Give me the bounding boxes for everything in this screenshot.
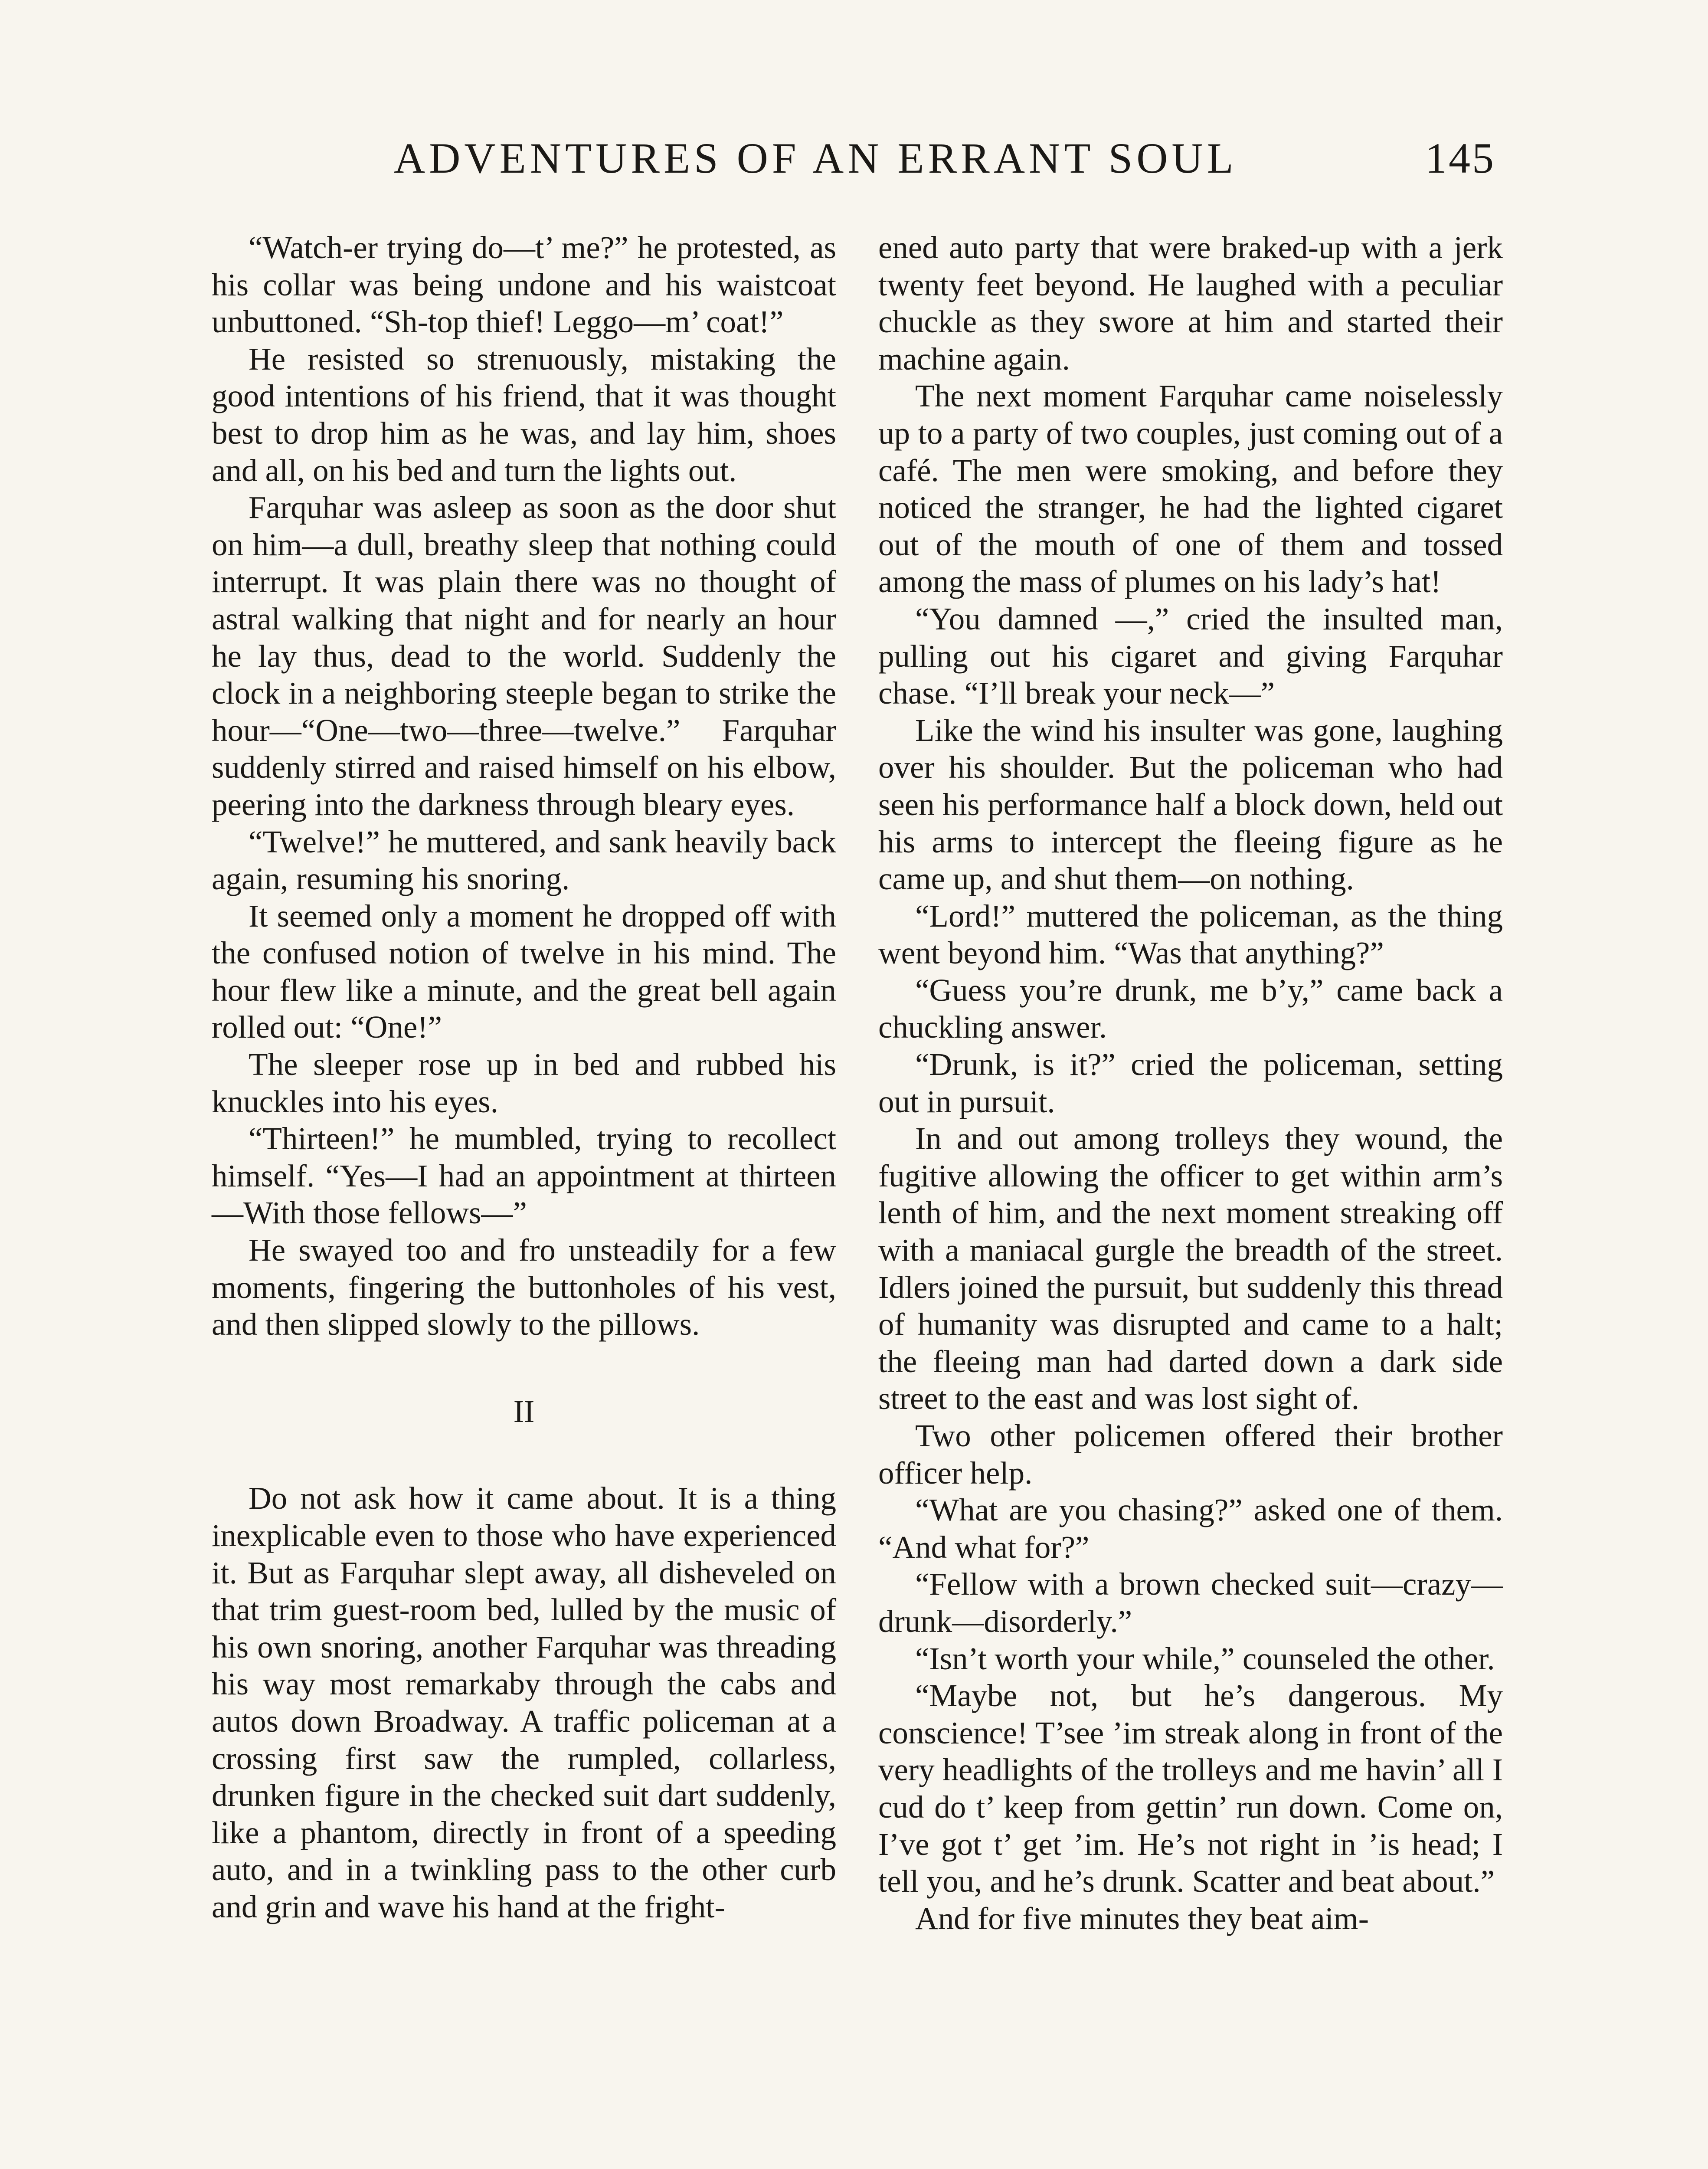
- paragraph: “Fellow with a brown checked suit—crazy—drunk—disorderly.”: [878, 1566, 1503, 1639]
- paragraph: “You damned —,” cried the insulted man, pulling out his cigaret and giving Farquhar chase. “I’ll break your neck—”: [878, 601, 1503, 711]
- paragraph: Like the wind his insulter was gone, laughing over his shoulder. But the policeman who had seen his performance half a block down, held out his arms to intercept the fleeing figure as he came up, and shut them—on nothing.: [878, 712, 1503, 897]
- paragraph: “Lord!” muttered the policeman, as the thing went beyond him. “Was that anything?”: [878, 898, 1503, 971]
- paragraph: “Maybe not, but he’s dangerous. My conscience! T’see ’im streak along in front of the very headlights of the trolleys and me havin’ all I cud do t’ keep from gettin’ run down. Come on, I’ve got t’ get ’im. He’s not right in ’is head; I tell you, and he’s drunk. Scatter and beat about.”: [878, 1678, 1503, 1899]
- page-number: 145: [1425, 134, 1495, 182]
- paragraph: Do not ask how it came about. It is a thing inexplicable even to those who have experienced it. But as Farquhar slept away, all disheveled on that trim guest-room bed, lulled by the music of his own snoring, another Farquhar was threading his way most remarkaby through the cabs and autos down Broadway. A traffic policeman at a crossing first saw the rumpled, collarless, drunken figure in the checked suit dart suddenly, like a phantom, directly in front of a speeding auto, and in a twinkling pass to the other curb and grin and wave his hand at the fright-: [212, 1481, 836, 1924]
- paragraph: It seemed only a moment he dropped off with the confused notion of twelve in his mind. The hour flew like a minute, and the great bell again rolled out: “One!”: [212, 898, 836, 1045]
- left-column: [212, 229, 836, 1926]
- running-title: ADVENTURES OF AN ERRANT SOUL: [394, 134, 1237, 182]
- paragraph: He resisted so strenuously, mistaking the good intentions of his friend, that it was thought best to drop him as he was, and lay him, shoes and all, on his bed and turn the lights out.: [212, 341, 836, 488]
- paragraph-continuation: ened auto party that were braked-up with a jerk twenty feet beyond. He laughed with a peculiar chuckle as they swore at him and started their machine again.: [878, 230, 1503, 377]
- paragraph: “Isn’t worth your while,” counseled the other.: [915, 1641, 1495, 1676]
- paragraph: “Twelve!” he muttered, and sank heavily back again, resuming his snoring.: [212, 824, 836, 897]
- paragraph: The sleeper rose up in bed and rubbed his knuckles into his eyes.: [212, 1047, 836, 1119]
- paragraph: He swayed too and fro unsteadily for a few moments, fingering the buttonholes of his vest, and then slipped slowly to the pillows.: [212, 1232, 836, 1342]
- paragraph: “Guess you’re drunk, me b’y,” came back a chuckling answer.: [878, 972, 1503, 1045]
- paragraph: “What are you chasing?” asked one of them. “And what for?”: [878, 1492, 1503, 1565]
- section-spacer: [212, 1343, 836, 1393]
- paragraph: In and out among trolleys they wound, the fugitive allowing the officer to get within arm’s lenth of him, and the next moment streaking off with a maniacal gurgle the breadth of the street. Idlers joined the pursuit, but suddenly this thread of humanity was disrupted and came to a halt; the fleeing man had darted down a dark side street to the east and was lost sight of.: [878, 1121, 1503, 1416]
- paragraph: “Watch-er trying do—t’ me?” he protested, as his collar was being undone and his waistcoat unbuttoned. “Sh-top thief! Leggo—m’ coat!”: [212, 230, 836, 340]
- paragraph: Two other policemen offered their brother officer help.: [878, 1418, 1503, 1491]
- paragraph: And for five minutes they beat aim-: [915, 1900, 1369, 1936]
- section-heading: II: [513, 1393, 535, 1429]
- paragraph: “Drunk, is it?” cried the policeman, setting out in pursuit.: [878, 1047, 1503, 1119]
- right-column: [878, 229, 1503, 1937]
- paragraph: The next moment Farquhar came noiselessly up to a party of two couples, just coming out of a café. The men were smoking, and before they noticed the stranger, he had the lighted cigaret out of the mouth of one of them and tossed among the mass of plumes on his lady’s hat!: [878, 378, 1503, 600]
- running-head: [212, 132, 1495, 193]
- section-spacer: [212, 1430, 836, 1480]
- paragraph: Farquhar was asleep as soon as the door shut on him—a dull, breathy sleep that nothing could interrupt. It was plain there was no thought of astral walking that night and for nearly an hour he lay thus, dead to the world. Suddenly the clock in a neighboring steeple began to strike the hour—“One—two—three—twelve.” Farquhar suddenly stirred and raised himself on his elbow, peering into the darkness through bleary eyes.: [212, 490, 836, 822]
- paragraph: “Thirteen!” he mumbled, trying to recollect himself. “Yes—I had an appointment at thirteen—With those fellows—”: [212, 1121, 836, 1231]
